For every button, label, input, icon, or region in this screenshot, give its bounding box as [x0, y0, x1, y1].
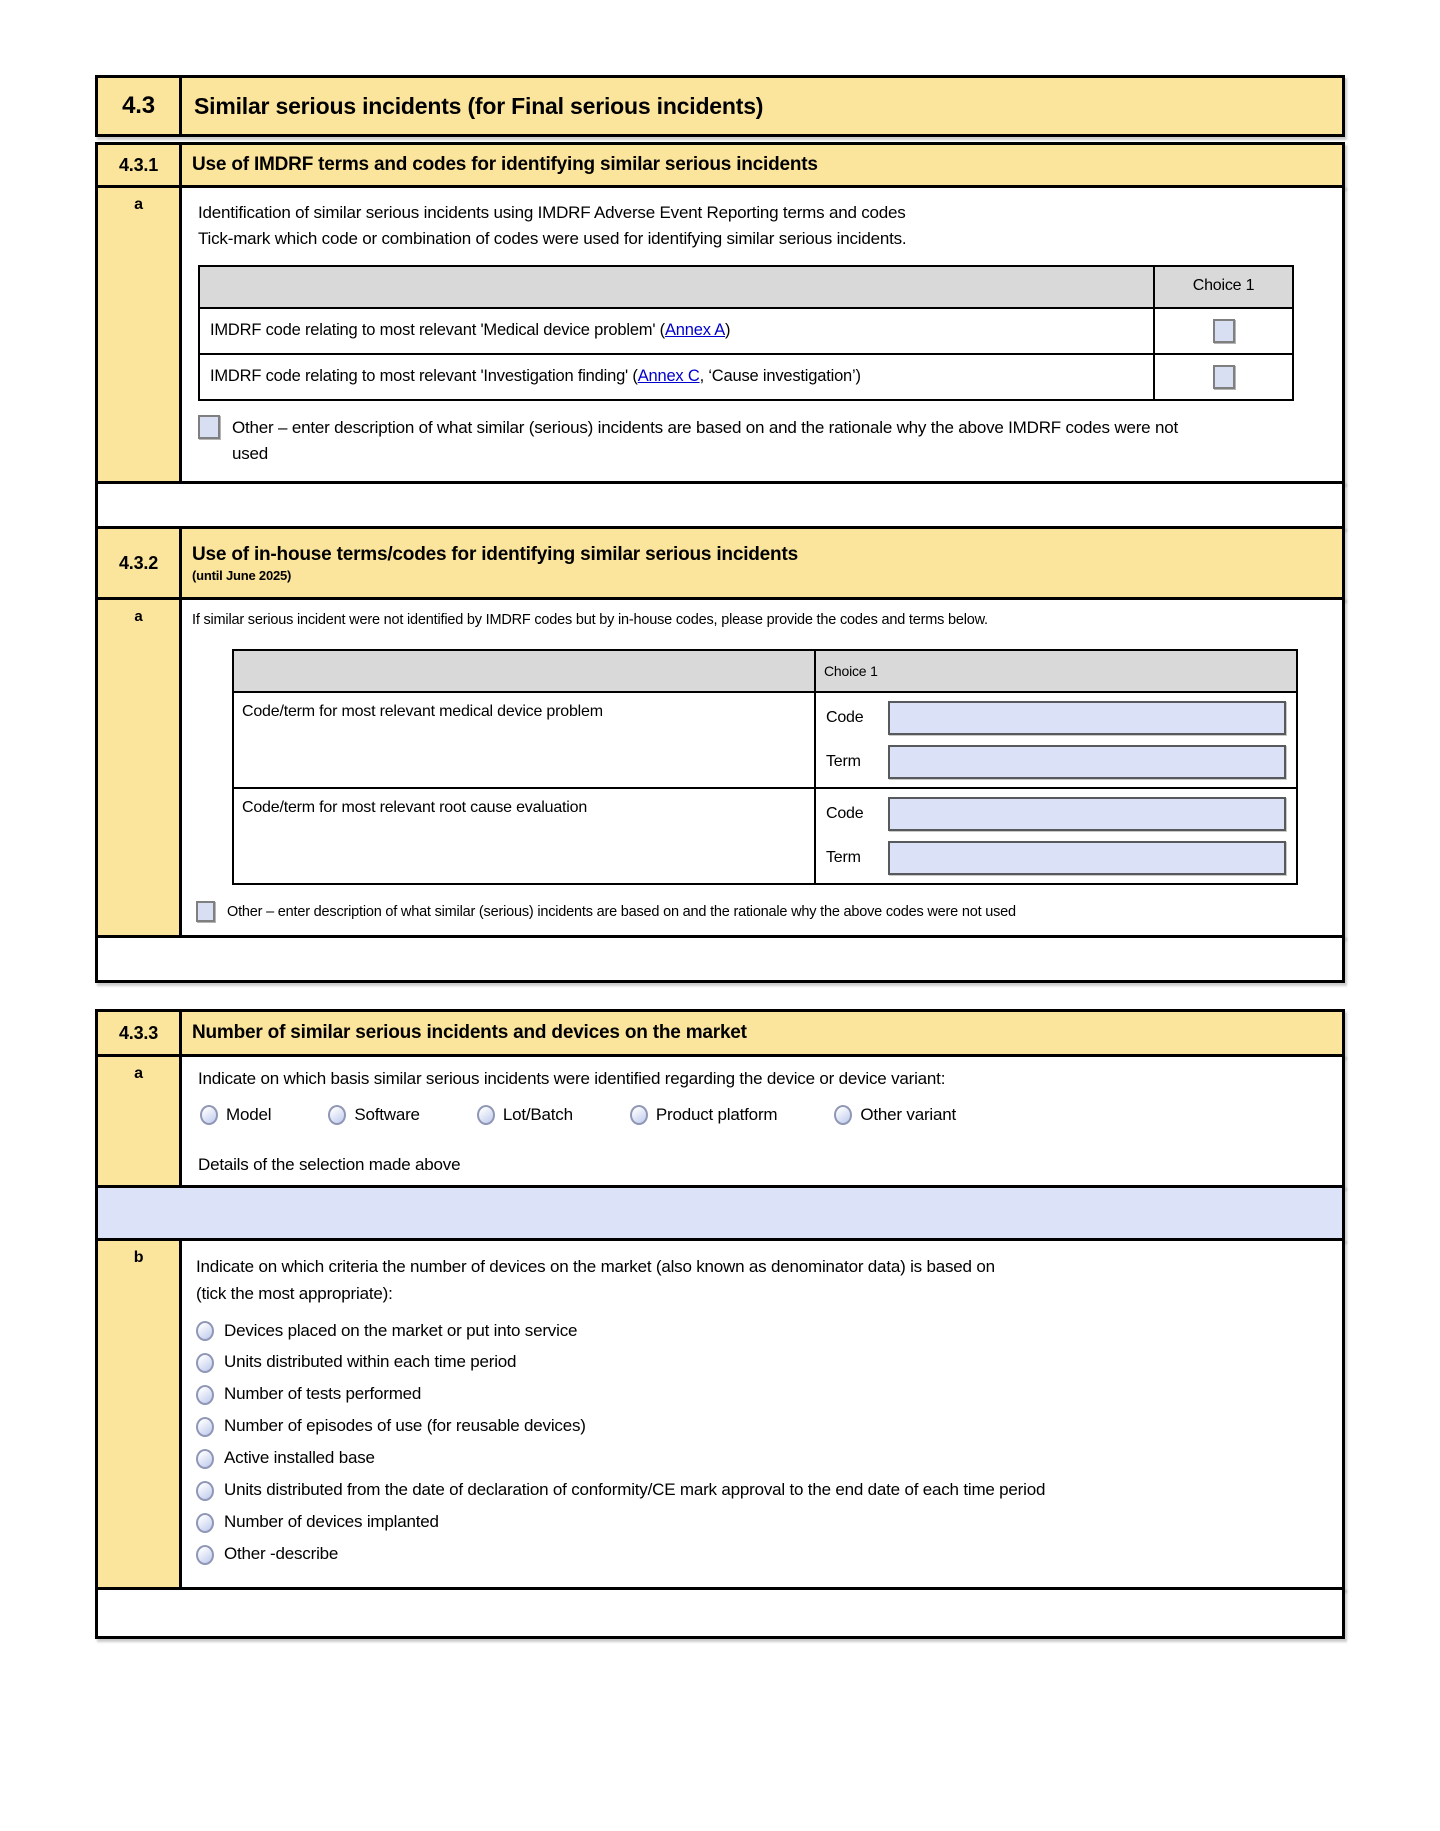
- radio-episodes-of-use[interactable]: Number of episodes of use (for reusable devices): [196, 1415, 1326, 1438]
- radio-icon[interactable]: [196, 1385, 214, 1405]
- radio-model[interactable]: Model: [200, 1105, 271, 1125]
- device-variant-radio-group: [200, 1105, 1326, 1125]
- radio-number-of-tests[interactable]: Number of tests performed: [196, 1383, 1326, 1406]
- radio-software[interactable]: Software: [328, 1105, 420, 1125]
- section-431-number: 4.3.1: [98, 145, 182, 185]
- radio-devices-placed-on-market[interactable]: Devices placed on the market or put into service: [196, 1320, 1326, 1343]
- rootcause-term-input[interactable]: [888, 841, 1286, 875]
- 433b-prompt-line1: Indicate on which criteria the number of devices on the market (also known as denominator data) is based on: [196, 1257, 995, 1277]
- empty-response-row[interactable]: [95, 1587, 1345, 1639]
- table-row: [200, 353, 1292, 399]
- 432a-intro: If similar serious incident were not identified by IMDRF codes but by in-house codes, please provide the codes and terms below.: [192, 612, 988, 629]
- section-43-number: 4.3: [98, 78, 182, 134]
- table-row: [234, 787, 1296, 883]
- form-page: [95, 75, 1345, 1639]
- imdrf-codes-table: [198, 265, 1294, 401]
- section-43-title: Similar serious incidents (for Final serious incidents): [194, 92, 764, 119]
- 433b-prompt-line2: (tick the most appropriate):: [196, 1284, 393, 1304]
- denominator-radio-group: [196, 1320, 1326, 1567]
- radio-icon[interactable]: [196, 1481, 214, 1501]
- choice1-column-header: Choice 1: [1153, 267, 1292, 307]
- table-row: [234, 691, 1296, 787]
- section-43-header: [95, 75, 1345, 137]
- 431a-intro-line2: Tick-mark which code or combination of codes were used for identifying similar serious incidents.: [198, 229, 907, 249]
- radio-units-from-ce-mark-approval[interactable]: Units distributed from the date of declaration of conformity/CE mark approval to the end date of each time period: [196, 1479, 1326, 1502]
- code-field-label: Code: [826, 804, 864, 822]
- radio-other-describe[interactable]: Other -describe: [196, 1543, 1326, 1566]
- imdrf-table-header-empty: [200, 267, 1153, 307]
- section-431-title: Use of IMDRF terms and codes for identifying similar serious incidents: [192, 154, 818, 175]
- radio-lot-batch[interactable]: Lot/Batch: [477, 1105, 573, 1125]
- section-432-title: Use of in-house terms/codes for identifying similar serious incidents: [192, 543, 798, 565]
- inhouse-mdp-label: Code/term for most relevant medical device problem: [234, 693, 816, 787]
- choice1-column-header: Choice 1: [824, 662, 878, 679]
- section-433-title: Number of similar serious incidents and devices on the market: [192, 1022, 747, 1044]
- radio-icon[interactable]: [196, 1545, 214, 1565]
- radio-icon[interactable]: [328, 1105, 346, 1125]
- 431a-other-option: [198, 415, 1326, 468]
- 431a-other-label: Other – enter description of what similar (serious) incidents are based on and the rationale why the above IMDRF codes were not used: [232, 417, 1178, 464]
- section-433-header: [95, 1009, 1345, 1057]
- radio-icon[interactable]: [196, 1449, 214, 1469]
- code-field-label: Code: [826, 708, 864, 726]
- section-431-header: [95, 142, 1345, 188]
- section-433-row-a: [95, 1054, 1345, 1188]
- checkbox-other-inhouse[interactable]: [196, 901, 215, 922]
- row-b-label: b: [98, 1241, 182, 1587]
- 433a-prompt: Indicate on which basis similar serious incidents were identified regarding the device or device variant:: [198, 1069, 946, 1089]
- mdp-code-input[interactable]: [888, 701, 1286, 735]
- section-432-row-a: [95, 597, 1345, 938]
- annex-c-link[interactable]: Annex C: [637, 366, 700, 385]
- radio-icon[interactable]: [196, 1513, 214, 1533]
- empty-response-row[interactable]: [95, 481, 1345, 529]
- checkbox-medical-device-problem-choice1[interactable]: [1213, 319, 1235, 343]
- inhouse-rootcause-label: Code/term for most relevant root cause evaluation: [234, 789, 816, 883]
- empty-response-row[interactable]: [95, 935, 1345, 983]
- section-432-subtitle: (until June 2025): [192, 567, 292, 583]
- section-432-number: 4.3.2: [98, 529, 182, 597]
- mdp-term-input[interactable]: [888, 745, 1286, 779]
- section-431-row-a: [95, 185, 1345, 484]
- inhouse-table-header-empty: [234, 651, 816, 691]
- 432a-other-label: Other – enter description of what similar (serious) incidents are based on and the rationale why the above codes were not used: [227, 903, 1016, 920]
- radio-icon[interactable]: [196, 1353, 214, 1373]
- radio-icon[interactable]: [200, 1105, 218, 1125]
- radio-icon[interactable]: [477, 1105, 495, 1125]
- term-field-label: Term: [826, 752, 861, 770]
- table-row: [200, 307, 1292, 353]
- inhouse-table-header-row: [234, 651, 1296, 691]
- row-a-label: a: [98, 1057, 182, 1185]
- radio-icon[interactable]: [196, 1417, 214, 1437]
- radio-devices-implanted[interactable]: Number of devices implanted: [196, 1511, 1326, 1534]
- 432a-other-option: [196, 901, 1330, 923]
- radio-active-installed-base[interactable]: Active installed base: [196, 1447, 1326, 1470]
- rootcause-code-input[interactable]: [888, 797, 1286, 831]
- term-field-label: Term: [826, 848, 861, 866]
- imdrf-table-header-row: [200, 267, 1292, 307]
- imdrf-medical-device-problem-label: IMDRF code relating to most relevant 'Medical device problem' ( Annex A ): [200, 309, 1153, 353]
- section-432-header: [95, 526, 1345, 600]
- inhouse-codes-table: [232, 649, 1298, 885]
- row-a-label: a: [98, 600, 182, 935]
- checkbox-investigation-finding-choice1[interactable]: [1213, 365, 1235, 389]
- 431a-intro-line1: Identification of similar serious incidents using IMDRF Adverse Event Reporting terms and codes: [198, 203, 906, 222]
- imdrf-investigation-finding-label: IMDRF code relating to most relevant 'Investigation finding' ( Annex C , ‘Cause investigation’): [200, 355, 1153, 399]
- radio-icon[interactable]: [196, 1321, 214, 1341]
- row-a-label: a: [98, 188, 182, 481]
- section-433-row-b: [95, 1238, 1345, 1590]
- details-input-area[interactable]: [95, 1185, 1345, 1241]
- annex-a-link[interactable]: Annex A: [664, 320, 726, 339]
- radio-icon[interactable]: [630, 1105, 648, 1125]
- radio-other-variant[interactable]: Other variant: [834, 1105, 956, 1125]
- radio-units-distributed-each-period[interactable]: Units distributed within each time period: [196, 1351, 1326, 1374]
- section-433-number: 4.3.3: [98, 1012, 182, 1054]
- checkbox-other-imdrf[interactable]: [198, 415, 220, 439]
- details-of-selection-label: Details of the selection made above: [198, 1155, 461, 1175]
- radio-icon[interactable]: [834, 1105, 852, 1125]
- radio-product-platform[interactable]: Product platform: [630, 1105, 778, 1125]
